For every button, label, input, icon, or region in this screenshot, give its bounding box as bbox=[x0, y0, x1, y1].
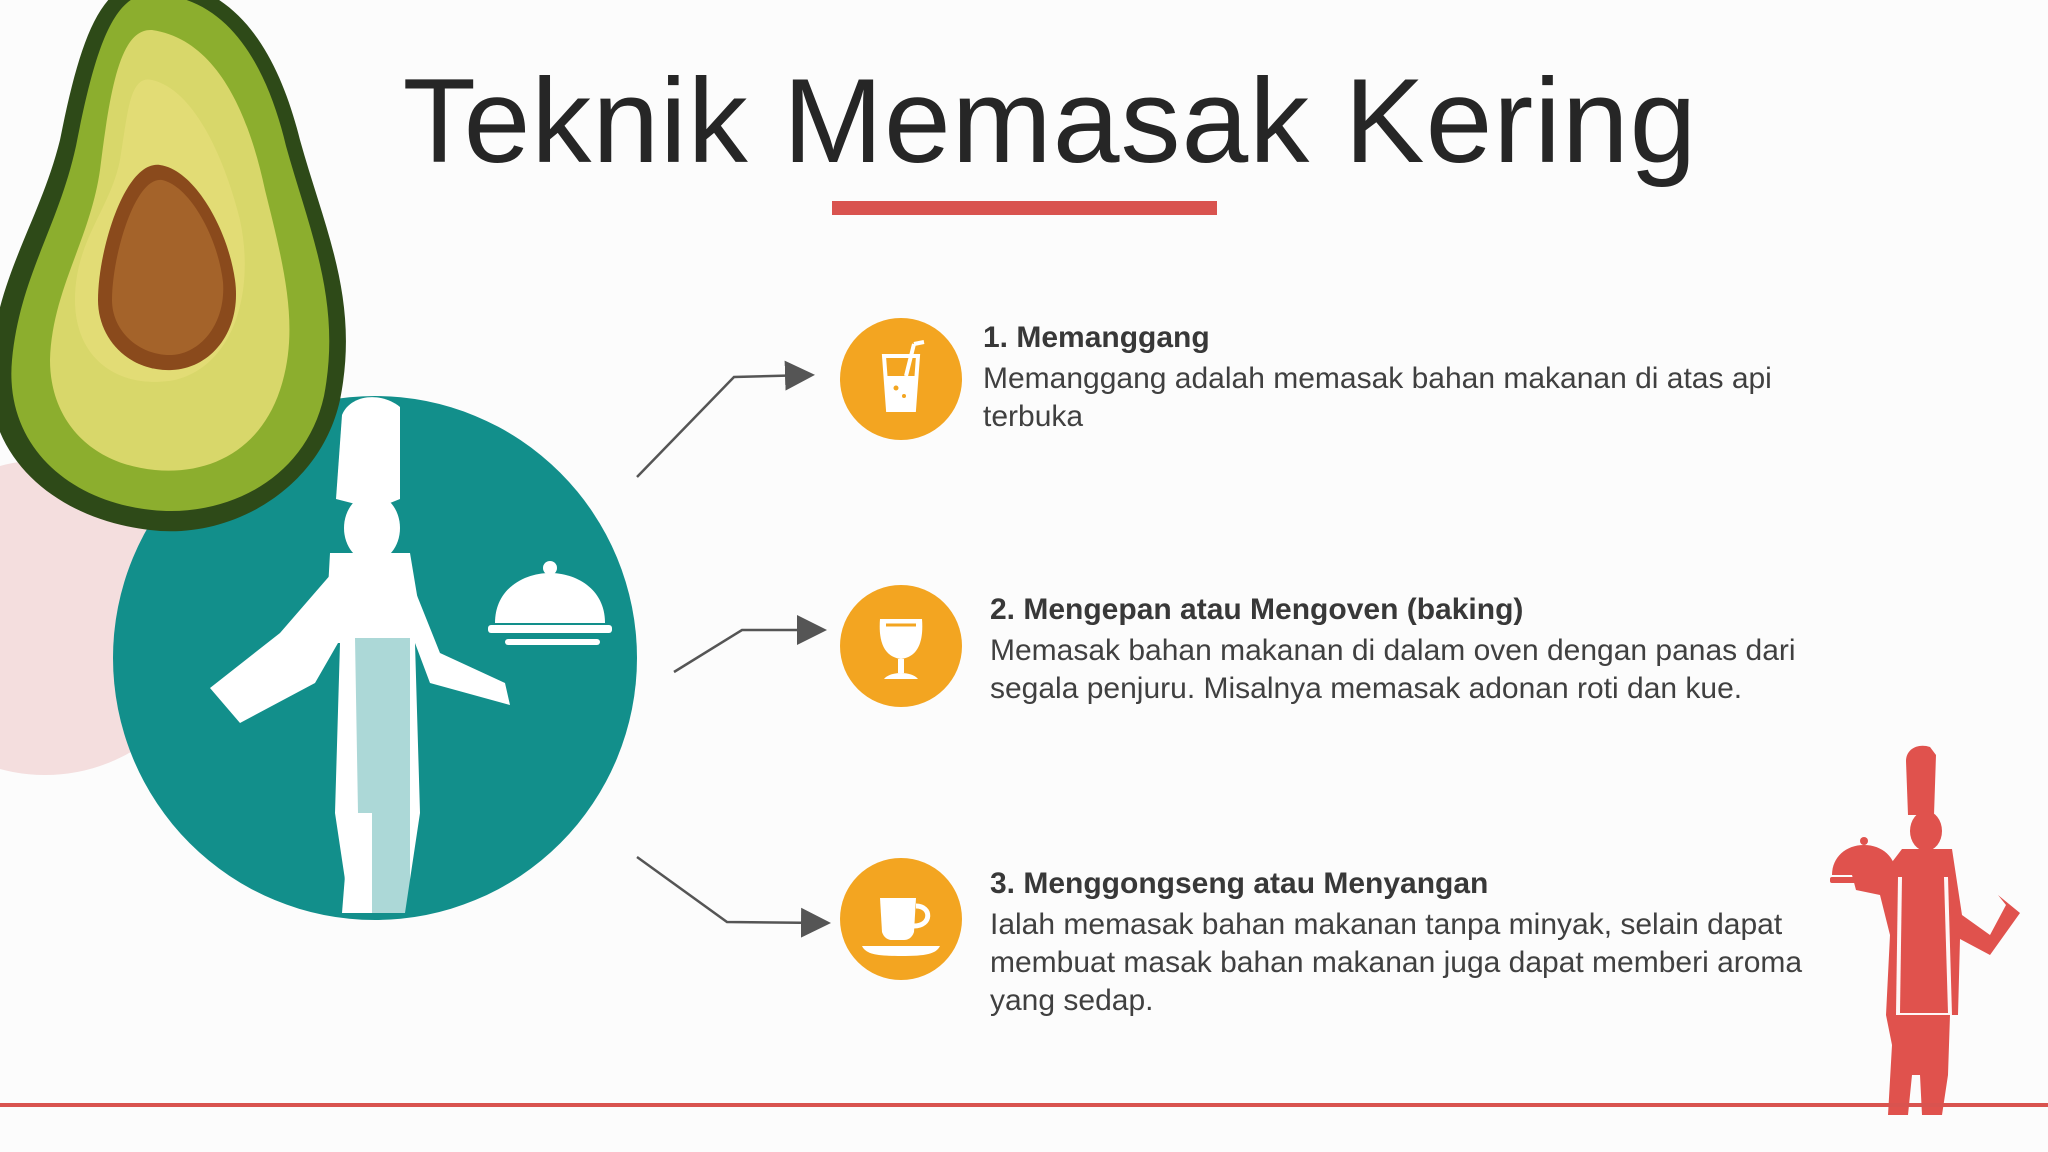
item-2-title: 2. Mengepan atau Mengoven (baking) bbox=[990, 593, 1524, 626]
wine-glass-icon bbox=[840, 585, 962, 707]
item-3-title: 3. Menggongseng atau Menyangan bbox=[990, 867, 1489, 900]
item-1-description: Memanggang adalah memasak bahan makanan di atas api terbuka bbox=[983, 362, 1772, 433]
drink-glass-icon bbox=[840, 318, 962, 440]
item-3-description: Ialah memasak bahan makanan tanpa minyak, selain dapat membuat masak bahan makanan juga dapat memberi aroma yang sedap. bbox=[990, 908, 1803, 1017]
arrow-3 bbox=[637, 857, 826, 923]
coffee-cup-icon bbox=[840, 858, 962, 980]
page-title: Teknik Memasak Kering bbox=[402, 54, 1698, 188]
arrow-1 bbox=[637, 375, 810, 477]
arrow-2 bbox=[674, 630, 822, 672]
small-waiter-silhouette-icon bbox=[1830, 745, 2040, 1125]
title-underline bbox=[832, 201, 1217, 215]
bottom-rule bbox=[0, 1103, 2048, 1107]
item-2-description: Memasak bahan makanan di dalam oven dengan panas dari segala penjuru. Misalnya memasak adonan roti dan kue. bbox=[990, 634, 1796, 705]
item-1-title: 1. Memanggang bbox=[983, 321, 1210, 354]
